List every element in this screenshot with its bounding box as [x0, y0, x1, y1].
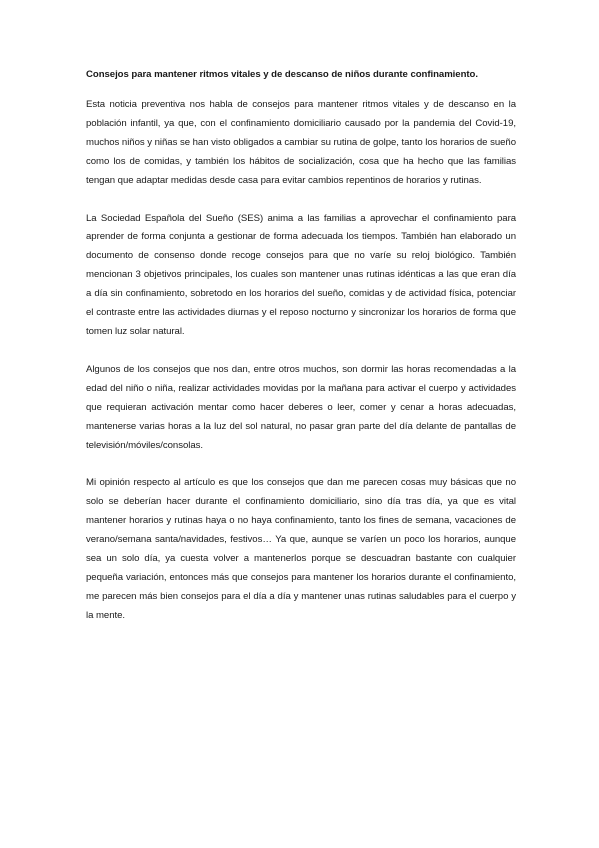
paragraph-ses: La Sociedad Española del Sueño (SES) anima a las familias a aprovechar el confinamiento para aprender de forma conjunta a gestionar de forma adecuada los tiempos. También han elaborado un documento de consenso donde recoge consejos para que no varíe su reloj biológico. También mencionan 3 objetivos principales, los cuales son mantener unas rutinas idénticas a las que eran día a día sin confinamiento, sobretodo en los horarios del sueño, comidas y de actividad física, potenciar el contraste entre las actividades diurnas y el reposo nocturno y sincronizar los horarios de forma que tomen luz solar natural.	[86, 212, 516, 337]
paragraph-intro: Esta noticia preventiva nos habla de consejos para mantener ritmos vitales y de descanso en la población infantil, ya que, con el confinamiento domiciliario causado por la pandemia del Covid-19, muchos niños y niñas se han visto obligados a cambiar su rutina de golpe, tanto los horarios de sueño como los de comidas, y también los hábitos de socialización, cosa que ha hecho que las familias tengan que adaptar medidas desde casa para evitar cambios repentinos de horarios y rutinas.	[86, 99, 516, 186]
document-body	[86, 68, 516, 645]
document-title: Consejos para mantener ritmos vitales y de descanso de niños durante confinamiento.	[86, 69, 478, 80]
paragraph-advice: Algunos de los consejos que nos dan, entre otros muchos, son dormir las horas recomendadas a la edad del niño o niña, realizar actividades movidas por la mañana para activar el cuerpo y actividades que requieran activación mentar como hacer deberes o leer, comer y cenar a horas adecuadas, mantenerse varias horas a la luz del sol natural, no pasar gran parte del día delante de pantallas de televisión/móviles/consolas.	[86, 363, 516, 451]
paragraph-opinion: Mi opinión respecto al artículo es que los consejos que dan me parecen cosas muy básicas que no solo se deberían hacer durante el confinamiento domiciliario, sino día tras día, ya que es vital mantener horarios y rutinas haya o no haya confinamiento, tanto los fines de semana, vacaciones de verano/semana santa/navidades, festivos… Ya que, aunque se varíen un poco los horarios, aunque sea un solo día, ya cuesta volver a mantenerlos porque se descuadran bastante con cualquier pequeña variación, entonces más que consejos para mantener los horarios durante el confinamiento, me parecen más bien consejos para el día a día y mantener unas rutinas saludables para el cuerpo y la mente.	[86, 477, 516, 621]
